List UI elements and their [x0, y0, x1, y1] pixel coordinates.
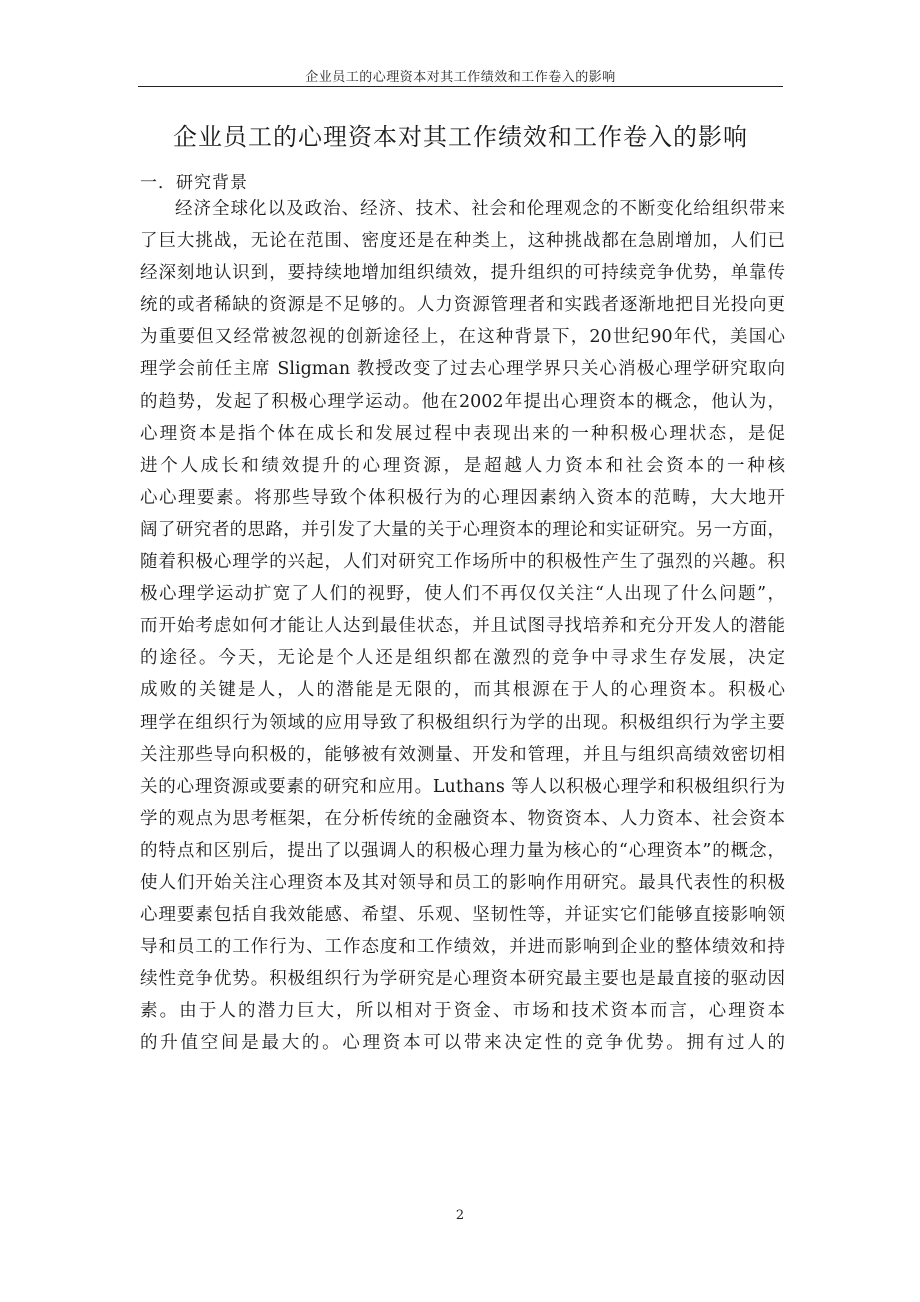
paragraph-line: 随着积极心理学的兴起，人们对研究工作场所中的积极性产生了强烈的兴趣。积 — [140, 552, 785, 573]
header-rule — [138, 86, 783, 87]
paragraph-line: 阔了研究者的思路，并引发了大量的关于心理资本的理论和实证研究。另一方面， — [140, 519, 785, 540]
paragraph-line: 的途径。今天，无论是个人还是组织都在激烈的竞争中寻求生存发展，决定 — [140, 648, 785, 669]
paragraph-line: 导和员工的工作行为、工作态度和工作绩效，并进而影响到企业的整体绩效和持 — [140, 937, 785, 958]
paragraph-line: 统的或者稀缺的资源是不足够的。人力资源管理者和实践者逐渐地把目光投向更 — [140, 295, 785, 316]
page-number: 2 — [455, 1208, 465, 1223]
paragraph-line: 经济全球化以及政治、经济、技术、社会和伦理观念的不断变化给组织带来 — [175, 199, 785, 219]
paragraph-line: 理学会前任主席 Sligman 教授改变了过去心理学界只关心消极心理学研究取向 — [140, 359, 785, 380]
paragraph-line: 为重要但又经常被忽视的创新途径上，在这种背景下，20世纪90年代，美国心 — [140, 327, 785, 348]
paragraph-line: 而开始考虑如何才能让人达到最佳状态，并且试图寻找培养和充分开发人的潜能 — [140, 616, 785, 637]
paragraph-line: 使人们开始关注心理资本及其对领导和员工的影响作用研究。最具代表性的积极 — [140, 872, 785, 893]
paragraph-line: 关的心理资源或要素的研究和应用。Luthans 等人以积极心理学和积极组织行为 — [140, 776, 785, 797]
paragraph-line: 心心理要素。将那些导致个体积极行为的心理因素纳入资本的范畴，大大地开 — [140, 487, 785, 508]
paragraph-line: 续性竞争优势。积极组织行为学研究是心理资本研究最主要也是最直接的驱动因 — [140, 969, 785, 990]
paragraph-line: 理学在组织行为领域的应用导致了积极组织行为学的出现。积极组织行为学主要 — [140, 712, 785, 733]
running-header: 企业员工的心理资本对其工作绩效和工作卷入的影响 — [305, 70, 616, 85]
paragraph-line: 的特点和区别后，提出了以强调人的积极心理力量为核心的“心理资本”的概念， — [140, 840, 785, 861]
paragraph-line: 经深刻地认识到，要持续地增加组织绩效，提升组织的可持续竞争优势，单靠传 — [140, 263, 785, 284]
paragraph-line: 学的观点为思考框架，在分析传统的金融资本、物资资本、人力资本、社会资本 — [140, 808, 785, 829]
paragraph-line: 成败的关键是人，人的潜能是无限的，而其根源在于人的心理资本。积极心 — [140, 680, 785, 701]
paragraph-line: 心理要素包括自我效能感、希望、乐观、坚韧性等，并证实它们能够直接影响领 — [140, 905, 785, 926]
paragraph-line: 关注那些导向积极的，能够被有效测量、开发和管理，并且与组织高绩效密切相 — [140, 744, 785, 765]
paragraph-line: 进个人成长和绩效提升的心理资源，是超越人力资本和社会资本的一种核 — [140, 455, 785, 476]
paragraph-line: 的升值空间是最大的。心理资本可以带来决定性的竞争优势。拥有过人的 — [140, 1033, 785, 1054]
paragraph-line: 素。由于人的潜力巨大，所以相对于资金、市场和技术资本而言，心理资本 — [140, 1001, 785, 1022]
paragraph-line: 极心理学运动扩宽了人们的视野，使人们不再仅仅关注“人出现了什么问题”， — [140, 584, 785, 605]
body-paragraph — [140, 193, 785, 1060]
document-title: 企业员工的心理资本对其工作绩效和工作卷入的影响 — [173, 123, 748, 151]
paragraph-line: 心理资本是指个体在成长和发展过程中表现出来的一种积极心理状态，是促 — [140, 423, 785, 444]
section-heading: 一．研究背景 — [140, 173, 248, 193]
paragraph-line: 的趋势，发起了积极心理学运动。他在2002年提出心理资本的概念，他认为， — [140, 391, 785, 412]
paragraph-line: 了巨大挑战，无论在范围、密度还是在种类上，这种挑战都在急剧增加，人们已 — [140, 231, 785, 252]
